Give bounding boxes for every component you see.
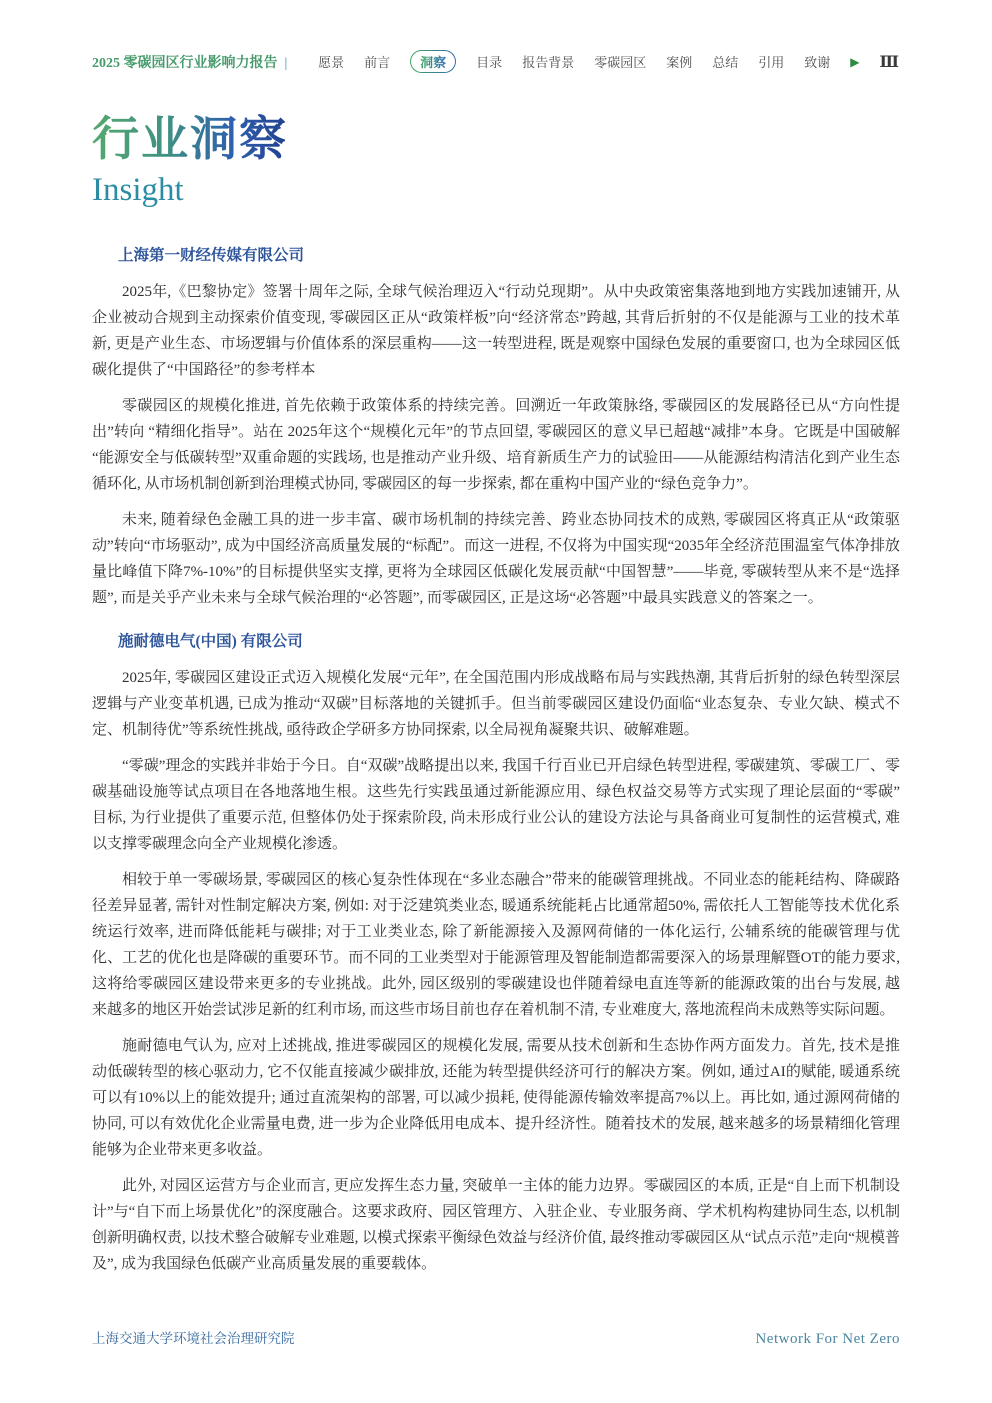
nav-item-cases[interactable]: 案例	[666, 55, 693, 70]
nav-item-background[interactable]: 报告背景	[522, 55, 575, 70]
page-footer	[92, 1327, 900, 1348]
nav-item-insight-label: 洞察	[420, 55, 447, 70]
section-schneider	[92, 629, 900, 1277]
nav-item-contents[interactable]: 目录	[476, 55, 503, 70]
footer-network-brand: Network For Net Zero	[755, 1331, 900, 1347]
nav-item-references[interactable]: 引用	[758, 55, 785, 70]
nav-item-acknowledgements[interactable]: 致谢	[804, 55, 831, 70]
page-number: Ⅲ	[879, 53, 900, 71]
report-title	[92, 52, 287, 72]
nav-item-summary[interactable]: 总结	[712, 55, 739, 70]
section-yicai	[92, 243, 900, 611]
nav-item-zero-carbon-park[interactable]: 零碳园区	[594, 55, 647, 70]
report-title-text: 2025 零碳园区行业影响力报告	[92, 55, 278, 71]
nav-item-vision[interactable]: 愿景	[318, 55, 345, 70]
nav-item-insight-active[interactable]	[410, 50, 456, 73]
footer-institute: 上海交通大学环境社会治理研究院	[92, 1331, 295, 1346]
play-icon[interactable]: ▶	[850, 54, 860, 69]
nav-pill-inner	[411, 51, 455, 72]
paragraph: 2025年, 零碳园区建设正式迈入规模化发展“元年”, 在全国范围内形成战略布局与实践热潮, 其背后折射的绿色转型深层逻辑与产业变革机遇, 已成为推动“双碳”目标落地的关键抓手。但当前零碳园区建设仍面临“业态复杂、专业欠缺、模式不定、机制待优”等系统性挑战, 亟待政企学研多方协同探索, 以全局视角凝聚共识、破解难题。	[92, 669, 900, 738]
brand-separator: |	[284, 55, 288, 71]
nav-item-foreword[interactable]: 前言	[364, 55, 391, 70]
paragraph: 此外, 对园区运营方与企业而言, 更应发挥生态力量, 突破单一主体的能力边界。零碳园区的本质, 正是“自上而下机制设计”与“自下而上场景优化”的深度融合。这要求政府、园区管理方、入驻企业、专业服务商、学术机构构建协同生态, 以机制创新明确权责, 以技术整合破解专业难题, 以模式探索平衡绿色效益与经济价值, 最终推动零碳园区从“试点示范”走向“规模普及”, 成为我国绿色低碳产业高质量发展的重要载体。	[92, 1177, 900, 1272]
section-heading-schneider: 施耐德电气(中国) 有限公司	[118, 632, 303, 650]
top-nav	[318, 50, 900, 73]
paragraph: “零碳”理念的实践并非始于今日。自“双碳”战略提出以来, 我国千行百业已开启绿色转型进程, 零碳建筑、零碳工厂、零碳基础设施等试点项目在各地落地生根。这些先行实践虽通过新能源应用、绿色权益交易等方式实现了理论层面的“零碳”目标, 为行业提供了重要示范, 但整体仍处于探索阶段, 尚未形成行业公认的建设方法论与具备商业可复制性的运营模式, 难以支撑零碳理念向全产业规模化渗透。	[92, 757, 900, 852]
paragraph: 零碳园区的规模化推进, 首先依赖于政策体系的持续完善。回溯近一年政策脉络, 零碳园区的发展路径已从“方向性提出”转向 “精细化指导”。站在 2025年这个“规模化元年”的节点回望, 零碳园区的意义早已超越“减排”本身。它既是中国破解“能源安全与低碳转型”双重命题的实践场, 也是推动产业升级、培育新质生产力的试验田——从能源结构清洁化到产业生态循环化, 从市场机制创新到治理模式协同, 零碳园区的每一步探索, 都在重构中国产业的“绿色竞争力”。	[92, 397, 900, 492]
page-header	[92, 50, 900, 73]
page-title-zh: 行业洞察	[92, 114, 288, 166]
paragraph: 施耐德电气认为, 应对上述挑战, 推进零碳园区的规模化发展, 需要从技术创新和生态协作两方面发力。首先, 技术是推动低碳转型的核心驱动力, 它不仅能直接减少碳排放, 还能为转型提供经济可行的解决方案。例如, 通过AI的赋能, 暖通系统可以有10%以上的能效提升; 通过直流架构的部署, 可以减少损耗, 使得能源传输效率提高7%以上。再比如, 通过源网荷储的协同, 可以有效优化企业需量电费, 进一步为企业降低用电成本、提升经济性。随着技术的发展, 越来越多的场景精细化管理能够为企业带来更多收益。	[92, 1037, 900, 1158]
paragraph: 2025年,《巴黎协定》签署十周年之际, 全球气候治理迈入“行动兑现期”。从中央政策密集落地到地方实践加速铺开, 从企业被动合规到主动探索价值变现, 零碳园区正从“政策样板”向“经济常态”跨越, 其背后折射的不仅是能源与工业的技术革新, 更是产业生态、市场逻辑与价值体系的深层重构——这一转型进程, 既是观察中国绿色发展的重要窗口, 也为全球园区低碳化提供了“中国路径”的参考样本	[92, 283, 900, 378]
paragraph: 未来, 随着绿色金融工具的进一步丰富、碳市场机制的持续完善、跨业态协同技术的成熟, 零碳园区将真正从“政策驱动”转向“市场驱动”, 成为中国经济高质量发展的“标配”。而这一进程, 不仅将为中国实现“2035年全经济范围温室气体净排放量比峰值下降7%-10%”的目标提供坚实支撑, 更将为全球园区低碳化发展贡献“中国智慧”——毕竟, 零碳转型从来不是“选择题”, 而是关乎产业未来与全球气候治理的“必答题”, 而零碳园区, 正是这场“必答题”中最具实践意义的答案之一。	[92, 511, 900, 606]
paragraph: 相较于单一零碳场景, 零碳园区的核心复杂性体现在“多业态融合”带来的能碳管理挑战。不同业态的能耗结构、降碳路径差异显著, 需针对性制定解决方案, 例如: 对于泛建筑类业态, 暖通系统能耗占比通常超50%, 需依托人工智能等技术优化系统运行效率, 进而降低能耗与碳排; 对于工业类业态, 除了新能源接入及源网荷储的一体化运行, 公辅系统的能碳管理与优化、工艺的优化也是降碳的重要环节。而不同的工业类型对于能源管理及智能制造都需要深入的场景理解暨OT的能力要求, 这将给零碳园区建设带来更多的专业挑战。此外, 园区级别的零碳建设也伴随着绿电直连等新的能源政策的出台与发展, 越来越多的地区开始尝试涉足新的红利市场, 而这些市场目前也存在着机制不清, 专业难度大, 落地流程尚未成熟等实际问题。	[92, 871, 900, 1018]
section-heading-yicai: 上海第一财经传媒有限公司	[118, 246, 305, 264]
page-title-en: Insight	[92, 172, 184, 209]
